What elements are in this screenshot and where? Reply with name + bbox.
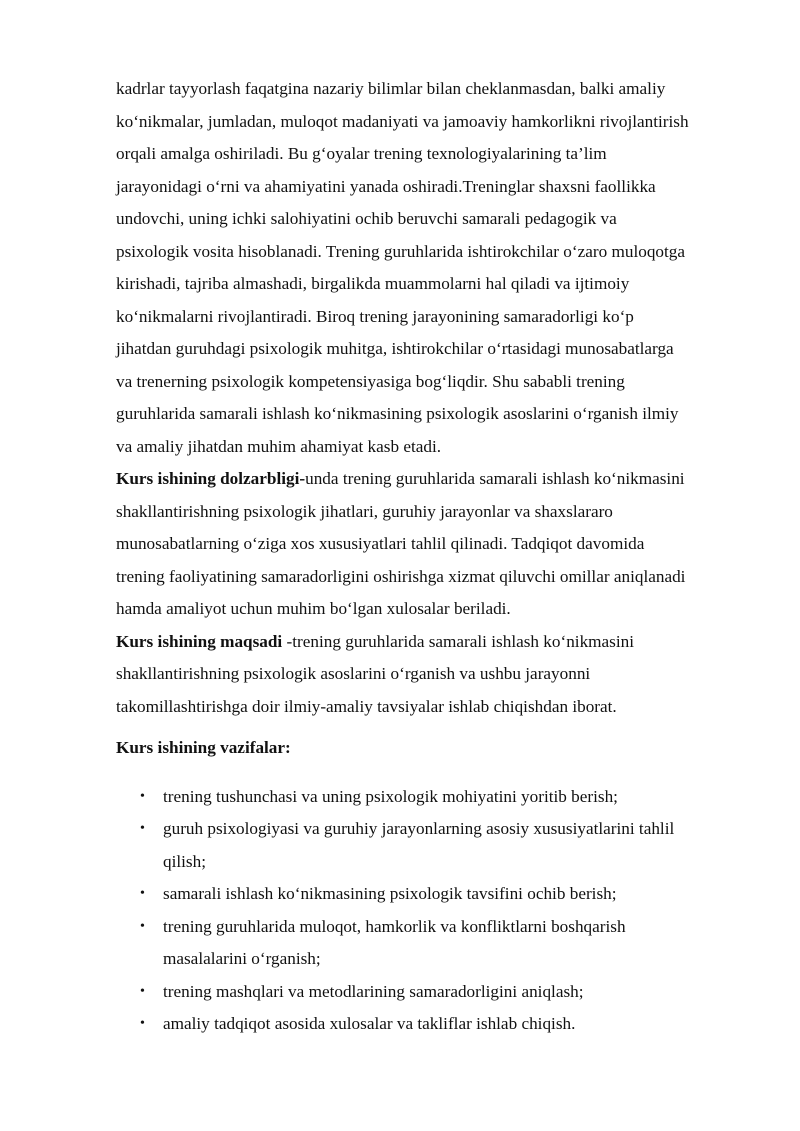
tasks-list [116,781,748,1041]
paragraph-line: jarayonidagi o‘rni va ahamiyatini yanada oshiradi.Treninglar shaxsni faollikka [116,176,656,196]
document-page [116,73,748,1041]
paragraph-line: guruhlarida samarali ishlash ko‘nikmasining psixologik asoslarini o‘rganish ilmiy [116,404,679,423]
list-item-line: amaliy tadqiqot asosida xulosalar va takliflar ishlab chiqish. [163,1014,576,1033]
list-item [116,781,748,814]
paragraph-line: ko‘nikmalarni rivojlantiradi. Biroq trening jarayonining samaradorligi ko‘p [116,306,634,326]
goal-label: Kurs ishining maqsadi [116,631,283,651]
goal-text: -trening guruhlarida samarali ishlash ko‘nikmasini [282,631,635,651]
paragraph-line: kadrlar tayyorlash faqatgina nazariy bilimlar bilan cheklanmasdan, balki amaliy [116,79,666,98]
list-item-line: trening tushunchasi va uning psixologik mohiyatini yoritib berish; [163,786,618,806]
paragraph-line: psixologik vosita hisoblanadi. Trening guruhlarida ishtirokchilar o‘zaro muloqotga [116,241,686,261]
paragraph-line: orqali amalga oshiriladi. Bu g‘oyalar trening texnologiyalarining ta’lim [116,144,607,163]
spacer [116,723,748,732]
paragraph-line: va trenerning psixologik kompetensiyasiga bog‘liqdir. Shu sababli trening [116,371,625,391]
list-item-line: samarali ishlash ko‘nikmasining psixologik tavsifini ochib berish; [163,884,617,903]
list-item-line: trening guruhlarida muloqot, hamkorlik va konfliktlarni boshqarish [163,916,626,936]
spacer [116,765,748,781]
paragraph-line: trening faoliyatining samaradorligini oshirishga xizmat qiluvchi omillar aniqlanadi [116,566,686,586]
list-item-line: masalalarini o‘rganish; [163,949,321,968]
list-item-line: qilish; [163,851,206,871]
paragraph-line: ko‘nikmalar, jumladan, muloqot madaniyati va jamoaviy hamkorlikni rivojlantirish [116,111,689,131]
list-item [116,878,748,911]
paragraph-line: undovchi, uning ichki salohiyatini ochib beruvchi samarali pedagogik va [116,209,617,228]
goal-first-line [116,626,748,659]
goal-paragraph [116,626,748,724]
relevance-label: Kurs ishining dolzarbligi- [116,469,306,488]
intro-paragraph [116,73,748,463]
relevance-paragraph [116,463,748,626]
relevance-first-line [116,463,748,496]
bullet-icon: • [140,788,145,804]
paragraph-line: munosabatlarning o‘ziga xos xususiyatlari tahlil qilinadi. Tadqiqot davomida [116,534,645,553]
list-item [116,813,748,878]
paragraph-line: kirishadi, tajriba almashadi, birgalikda muammolarni hal qiladi va ijtimoiy [116,274,630,293]
list-item [116,911,748,976]
list-item-line: trening mashqlari va metodlarining samaradorligini aniqlash; [163,981,584,1001]
paragraph-line: hamda amaliyot uchun muhim bo‘lgan xulosalar beriladi. [116,599,511,618]
relevance-text: unda trening guruhlarida samarali ishlash ko‘nikmasini [305,469,685,488]
bullet-icon: • [140,918,145,934]
paragraph-line: va amaliy jihatdan muhim ahamiyat kasb etadi. [116,436,442,456]
paragraph-line: shakllantirishning psixologik asoslarini o‘rganish va ushbu jarayonni [116,664,591,683]
paragraph-line: jihatdan guruhdagi psixologik muhitga, ishtirokchilar o‘rtasidagi munosabatlarga [116,339,674,358]
paragraph-line: shakllantirishning psixologik jihatlari, guruhiy jarayonlar va shaxslararo [116,501,613,521]
bullet-icon: • [140,1016,145,1031]
bullet-icon: • [140,983,145,999]
paragraph-line: takomillashtirishga doir ilmiy-amaliy tavsiyalar ishlab chiqishdan iborat. [116,696,617,716]
bullet-icon: • [140,886,145,901]
list-item [116,1008,748,1041]
list-item-line: guruh psixologiyasi va guruhiy jarayonlarning asosiy xususiyatlarini tahlil [163,819,675,838]
tasks-heading: Kurs ishining vazifalar: [116,738,291,757]
list-item [116,976,748,1009]
bullet-icon: • [140,821,145,836]
